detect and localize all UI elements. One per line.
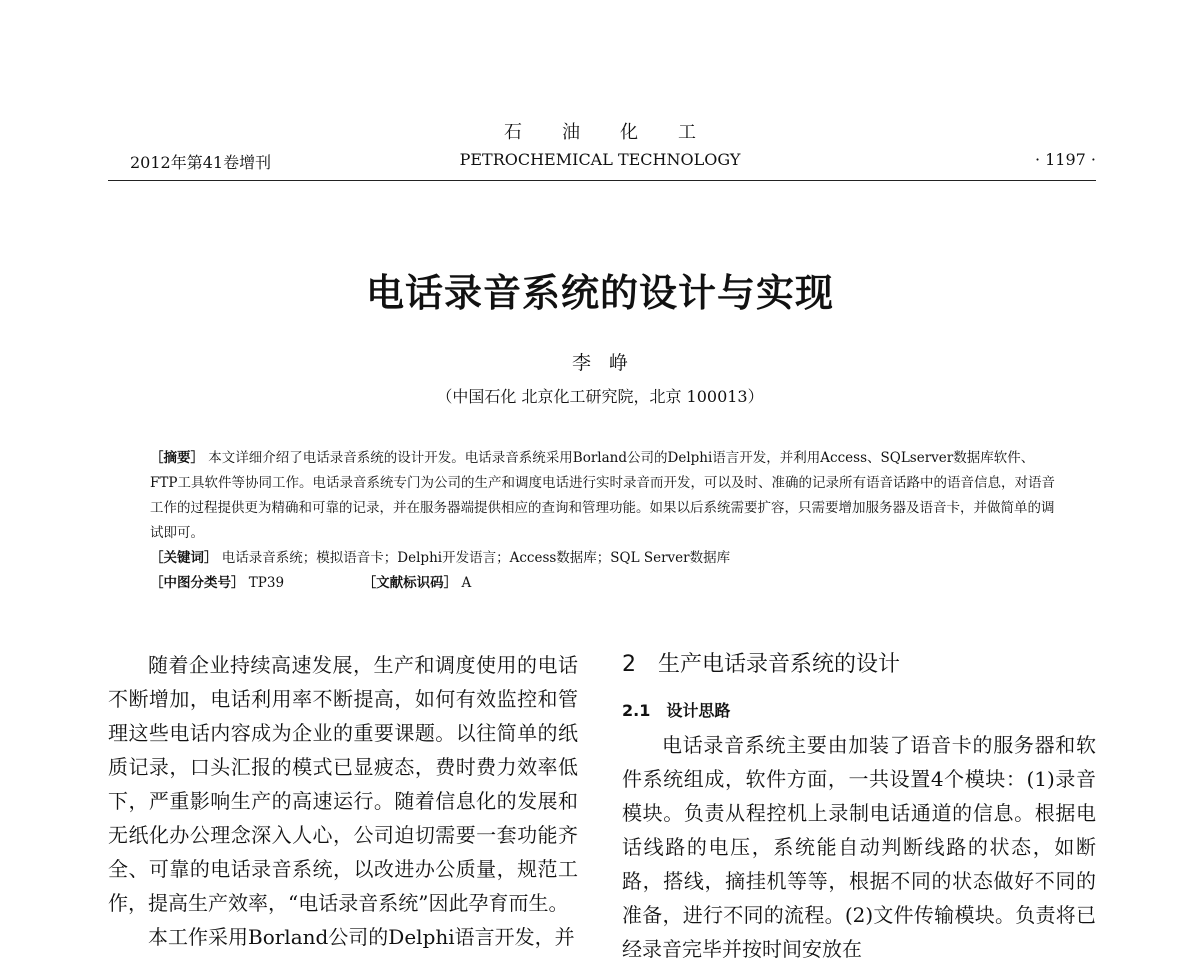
section-heading: 2 生产电话录音系统的设计 [622, 652, 900, 677]
abstract-block [150, 446, 1060, 596]
abstract-label: ［摘要］ [150, 450, 204, 466]
left-column [108, 648, 578, 954]
author-name: 李峥 [571, 352, 646, 374]
class-number-label: ［中图分类号］ [150, 575, 245, 591]
intro-paragraph-2: 本工作采用Borland公司的Delphi语言开发，并 [148, 925, 575, 949]
intro-paragraph: 随着企业持续高速发展，生产和调度使用的电话不断增加，电话利用率不断提高，如何有效监控和管理这些电话内容成为企业的重要课题。以往简单的纸质记录，口头汇报的模式已显疲态，费时费力效率低下，严重影响生产的高速运行。随着信息化的发展和无纸化办公理念深入人心，公司迫切需要一套功能齐全、可靠的电话录音系统，以改进办公质量，规范工作，提高生产效率，“电话录音系统”因此孕育而生。 [108, 653, 578, 915]
subsection-title: 设计思路 [666, 701, 731, 720]
class-number-value: TP39 [248, 575, 285, 591]
keywords-line [150, 546, 1060, 571]
journal-name-cn: 石油化工 [504, 122, 736, 143]
page-number: · 1197 · [1034, 150, 1096, 169]
doc-code-label: ［文献标识码］ [362, 575, 458, 591]
design-paragraph: 电话录音系统主要由加装了语音卡的服务器和软件系统组成，软件方面，一共设置4个模块：(1)录音模块。负责从程控机上录制电话通道的信息。根据电话线路的电压，系统能自动判断线路的状态，如断路，搭线，摘挂机等等，根据不同的状态做好不同的准备，进行不同的流程。(2)文件传输模块。负责将已经录音完毕并按时间安放在 [622, 733, 1096, 961]
header-rule [108, 180, 1096, 181]
right-column [622, 728, 1096, 966]
author-affiliation: （中国石化 北京化工研究院，北京 100013） [436, 387, 764, 406]
classification-line [150, 571, 1060, 596]
doc-code-value: A [461, 575, 472, 591]
abstract-paragraph [150, 446, 1060, 546]
abstract-text: 本文详细介绍了电话录音系统的设计开发。电话录音系统采用Borland公司的Delphi语言开发，并利用Access、SQLserver数据库软件、FTP工具软件等协同工作。电话录音系统专门为公司的生产和调度电话进行实时录音而开发，可以及时、准确的记录所有语音话路中的语音信息，对语音工作的过程提供更为精确和可靠的记录，并在服务器端提供相应的查询和管理功能。如果以后系统需要扩容，只需要增加服务器及语音卡，并做简单的调试即可。 [150, 450, 1055, 541]
subsection-number: 2.1 [622, 701, 651, 720]
keywords-text: 电话录音系统；模拟语音卡；Delphi开发语言；Access数据库；SQL Server数据库 [221, 550, 731, 566]
journal-name-en: PETROCHEMICAL TECHNOLOGY [459, 150, 741, 169]
subsection-heading [622, 698, 730, 721]
article-title: 电话录音系统的设计与实现 [365, 271, 834, 315]
issue-info: 2012年第41卷增刊 [130, 153, 272, 172]
keywords-label: ［关键词］ [150, 550, 218, 566]
